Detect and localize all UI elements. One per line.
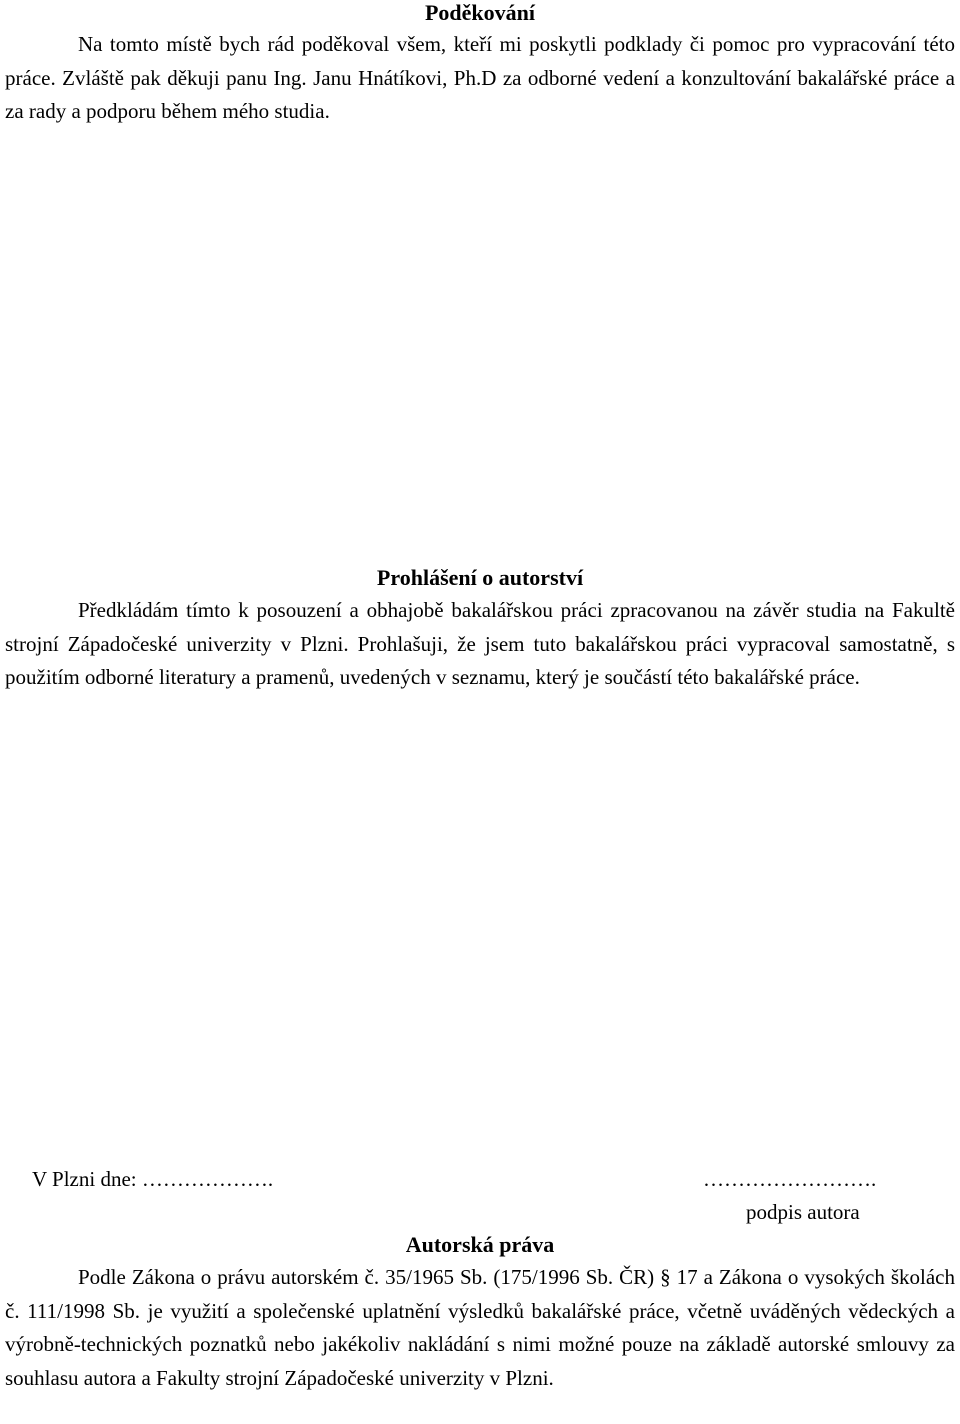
copyright-title: Autorská práva <box>405 1232 555 1257</box>
declaration-text: Předkládám tímto k posouzení a obhajobě bakalářskou práci zpracovanou na závěr studia na Fakultě strojní Západočeské univerzity v Plzni. Prohlašuji, že jsem tuto bakalářskou práci vypracoval samostatně, s použitím odborné literatury a pramenů, uvedených v seznamu, který je součástí této bakalářské práce. <box>5 598 955 690</box>
copyright-text: Podle Zákona o právu autorském č. 35/1965 Sb. (175/1996 Sb. ČR) § 17 a Zákona o vysokých školách č. 111/1998 Sb. je využití a společenské uplatnění výsledků bakalářské práce, včetně uváděných vědeckých a výrobně-technických poznatků nebo jakékoliv nakládání s nimi možné pouze na základě autorské smlouvy za souhlasu autora a Fakulty strojní Západočeské univerzity v Plzni. <box>5 1265 955 1390</box>
declaration-paragraph <box>5 594 955 695</box>
acknowledgement-paragraph <box>5 28 955 129</box>
signature-line: ……………………. <box>703 1167 877 1191</box>
acknowledgement-text: Na tomto místě bych rád poděkoval všem, kteří mi poskytli podklady či pomoc pro vypracování této práce. Zvláště pak děkuji panu Ing. Janu Hnátíkovi, Ph.D za odborné vedení a konzultování bakalářské práce a za rady a podporu během mého studia. <box>5 32 955 124</box>
copyright-paragraph <box>5 1261 955 1395</box>
acknowledgement-title: Poděkování <box>424 0 536 25</box>
signature-label: podpis autora <box>746 1200 860 1224</box>
place-date-line: V Plzni dne: ………………. <box>32 1167 274 1191</box>
declaration-title: Prohlášení o autorství <box>376 565 584 590</box>
